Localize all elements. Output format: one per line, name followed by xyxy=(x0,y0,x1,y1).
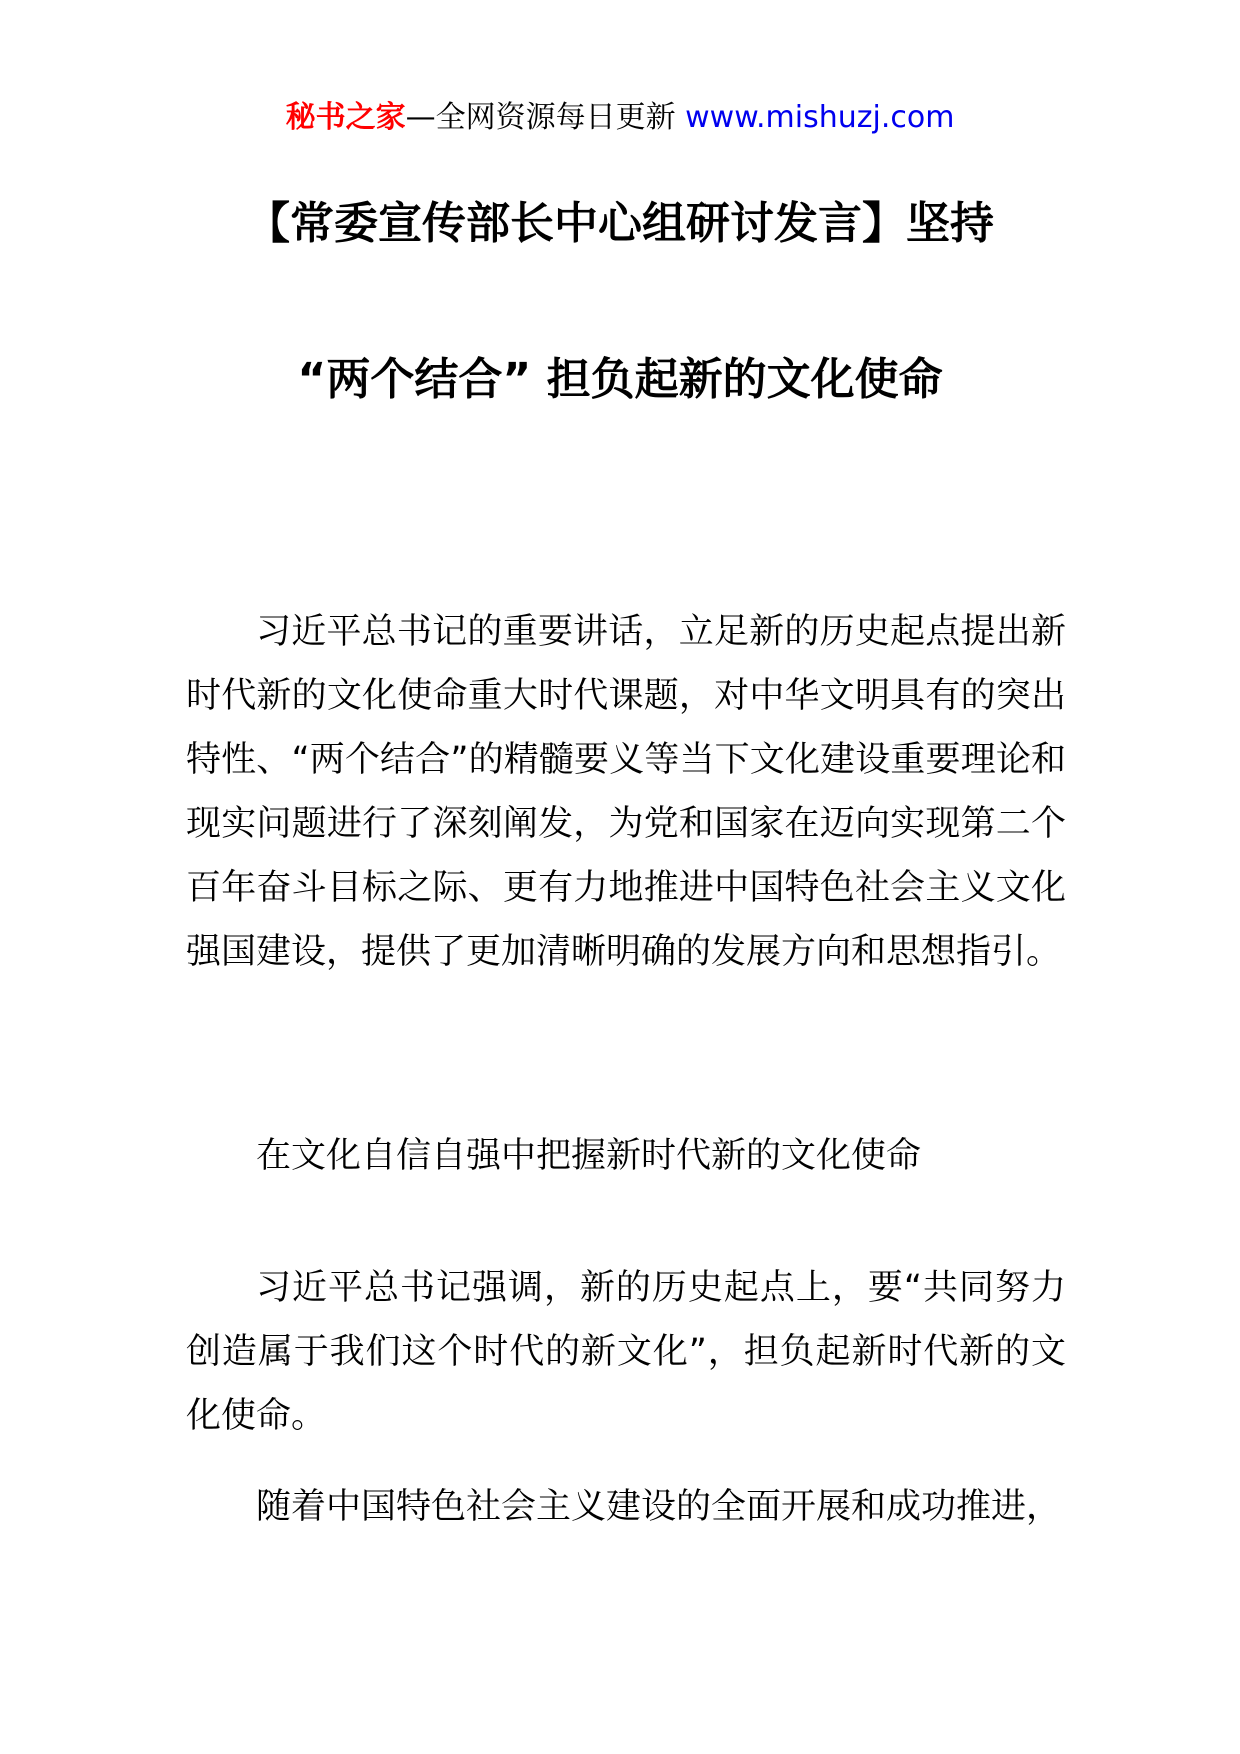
section-subheading: 在文化自信自强中把握新时代新的文化使命 xyxy=(256,1136,922,1176)
document-title-line-2: “两个结合” 担负起新的文化使命 xyxy=(297,354,943,405)
site-url-link[interactable]: www.mishuzj.com xyxy=(685,100,955,135)
site-header xyxy=(0,98,1240,138)
paragraph-second: 习近平总书记强调，新的历史起点上，要“共同努力创造属于我们这个时代的新文化”，担负起新时代新的文化使命。 xyxy=(186,1268,1066,1436)
header-tagline: —全网资源每日更新 xyxy=(405,100,676,135)
brand-name: 秘书之家 xyxy=(285,100,406,135)
paragraph-third: 随着中国特色社会主义建设的全面开展和成功推进， xyxy=(256,1487,1062,1527)
document-title-line-1: 【常委宣传部长中心组研讨发言】坚持 xyxy=(246,198,994,249)
paragraph-intro: 习近平总书记的重要讲话，立足新的历史起点提出新时代新的文化使命重大时代课题，对中华文明具有的突出特性、“两个结合”的精髓要义等当下文化建设重要理论和现实问题进行了深刻阐发，为党和国家在迈向实现第二个百年奋斗目标之际、更有力地推进中国特色社会主义文化强国建设，提供了更加清晰明确的发展方向和思想指引。 xyxy=(186,612,1066,972)
